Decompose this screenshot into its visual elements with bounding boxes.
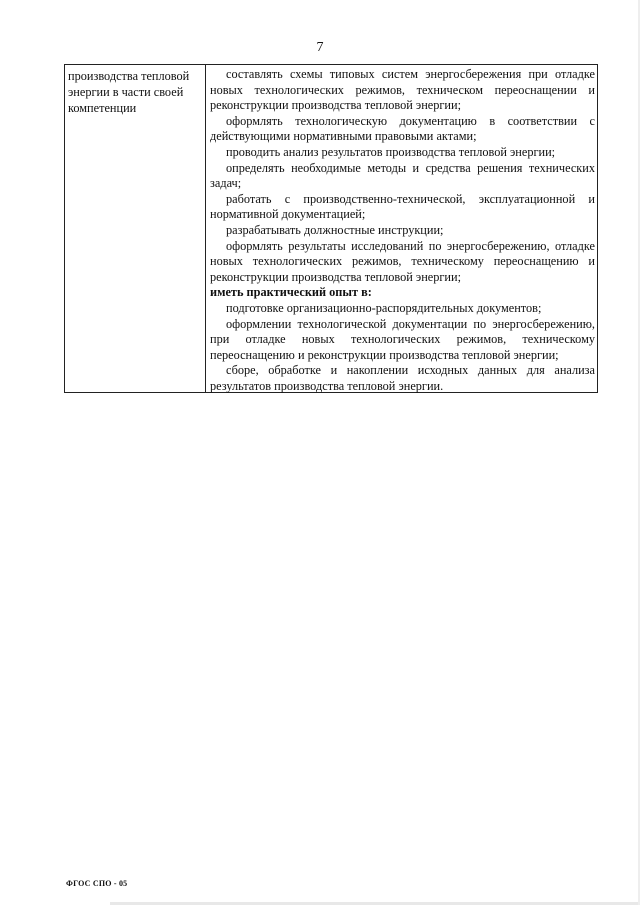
skill-item: проводить анализ результатов производства тепловой энергии; bbox=[226, 144, 556, 159]
practical-experience-heading: иметь практический опыт в: bbox=[210, 285, 372, 300]
skill-item: разрабатывать должностные инструкции; bbox=[226, 222, 444, 237]
experience-item: оформлении технологической документации по энергосбережению, при отладке новых технологических режимов, техническому переоснащению и реконструкции производства тепловой энергии; bbox=[210, 316, 595, 362]
footer-label: ФГОС СПО - 05 bbox=[66, 879, 128, 888]
competency-table bbox=[64, 64, 598, 393]
skills-cell bbox=[210, 67, 595, 394]
skill-item: работать с производственно-технической, эксплуатационной и нормативной документацией; bbox=[210, 191, 595, 222]
page-number: 7 bbox=[316, 40, 324, 55]
competency-cell: производства тепловой энергии в части своей компетенции bbox=[68, 69, 190, 115]
experience-item: подготовке организационно-распорядительных документов; bbox=[226, 300, 542, 315]
skill-item: оформлять результаты исследований по энергосбережению, отладке новых технологических режимов, техническому переоснащению и реконструкции производства тепловой энергии; bbox=[210, 238, 595, 284]
skill-item: оформлять технологическую документацию в соответствии с действующими нормативными правовыми актами; bbox=[210, 113, 595, 144]
skill-item: определять необходимые методы и средства решения технических задач; bbox=[210, 160, 595, 191]
column-divider bbox=[205, 65, 206, 392]
skill-item: составлять схемы типовых систем энергосбережения при отладке новых технологических режимов, техническом переоснащении и реконструкции производства тепловой энергии; bbox=[210, 67, 595, 113]
experience-item: сборе, обработке и накоплении исходных данных для анализа результатов производства тепловой энергии. bbox=[210, 363, 595, 393]
